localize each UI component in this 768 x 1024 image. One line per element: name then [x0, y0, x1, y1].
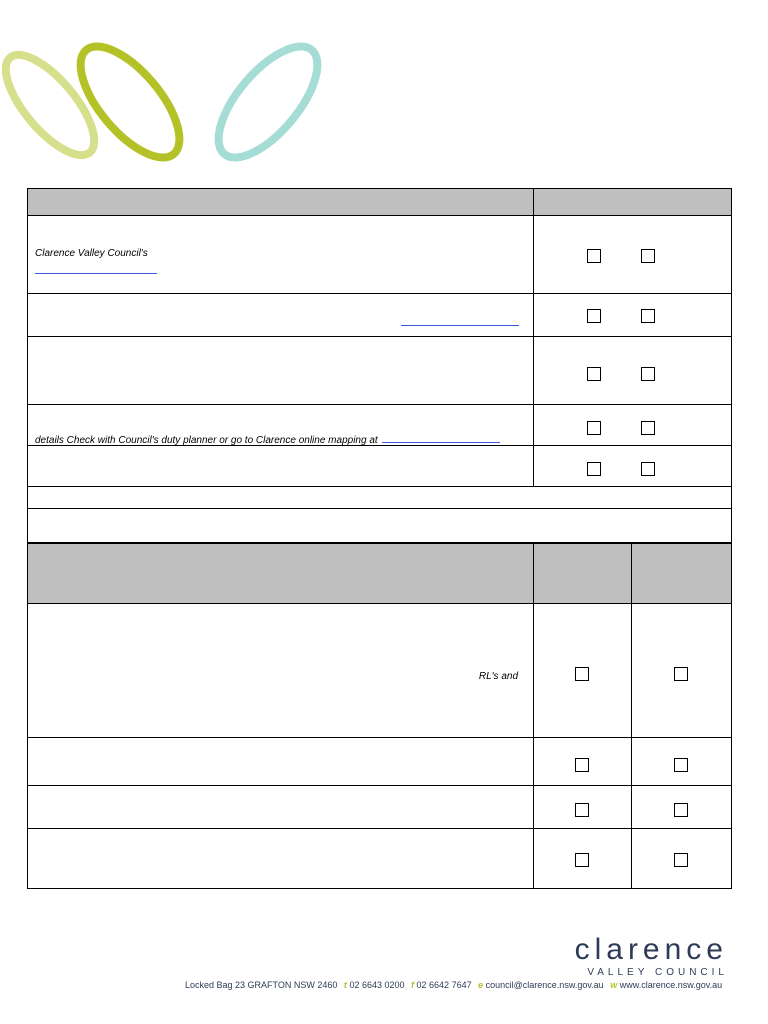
table2-row: [28, 738, 732, 786]
footer-contact-line: [185, 980, 730, 990]
table1-row: [28, 294, 732, 337]
phone-label: t: [343, 980, 347, 990]
table2-row: [28, 829, 732, 889]
yes-checkbox[interactable]: [587, 421, 601, 435]
col3-checkbox[interactable]: [674, 667, 688, 681]
row-checkbox-cell: [632, 786, 732, 829]
table1-full-row: [28, 509, 732, 543]
table2-row: [28, 786, 732, 829]
yes-checkbox[interactable]: [587, 249, 601, 263]
table2-header-col2: [534, 544, 632, 604]
row-text-cell: [28, 829, 534, 889]
yes-checkbox[interactable]: [587, 462, 601, 476]
row-checkbox-cell: [534, 337, 732, 405]
row4-link[interactable]: [382, 442, 500, 443]
col2-checkbox[interactable]: [575, 667, 589, 681]
row1-text: Clarence Valley Council's: [35, 248, 148, 259]
col2-checkbox[interactable]: [575, 803, 589, 817]
yes-checkbox[interactable]: [587, 309, 601, 323]
row-text-cell: [28, 405, 534, 446]
no-checkbox[interactable]: [641, 249, 655, 263]
row1-link[interactable]: [35, 273, 157, 274]
col3-checkbox[interactable]: [674, 758, 688, 772]
row-checkbox-cell: [534, 294, 732, 337]
no-checkbox[interactable]: [641, 421, 655, 435]
full-width-cell: [28, 487, 732, 509]
row-checkbox-cell: [534, 604, 632, 738]
table1-header-item: [28, 189, 534, 216]
col2-checkbox[interactable]: [575, 853, 589, 867]
table1-row: [28, 405, 732, 446]
row2-link[interactable]: [401, 325, 519, 326]
table1-row: [28, 446, 732, 487]
row-checkbox-cell: [534, 405, 732, 446]
no-checkbox[interactable]: [641, 462, 655, 476]
col3-checkbox[interactable]: [674, 853, 688, 867]
row-text-cell: [28, 738, 534, 786]
row-checkbox-cell: [534, 216, 732, 294]
footer-website[interactable]: www.clarence.nsw.gov.au: [619, 980, 723, 990]
table1-full-row: [28, 487, 732, 509]
row-checkbox-cell: [632, 604, 732, 738]
ring-teal: [201, 31, 334, 174]
table1-header-row: [28, 189, 732, 216]
no-checkbox[interactable]: [641, 367, 655, 381]
table2-header-row: [28, 544, 732, 604]
full-width-cell: [28, 509, 732, 543]
yes-checkbox[interactable]: [587, 367, 601, 381]
row-checkbox-cell: [534, 446, 732, 487]
email-label: e: [478, 980, 484, 990]
fax-label: f: [411, 980, 415, 990]
row4-text: details Check with Council's duty planner or go to Clarence online mapping at: [35, 435, 378, 446]
table1-row: [28, 337, 732, 405]
row-checkbox-cell: [534, 738, 632, 786]
checklist-table-2: [27, 543, 732, 889]
row-checkbox-cell: [534, 829, 632, 889]
row-text-cell: [28, 786, 534, 829]
council-logo-rings: [0, 30, 340, 180]
row-text-cell: [28, 337, 534, 405]
table1-header-answer: [534, 189, 732, 216]
footer-fax: 02 6642 7647: [416, 980, 472, 990]
checklist-table-1: [27, 188, 732, 543]
row-checkbox-cell: [632, 829, 732, 889]
table2-header-item: [28, 544, 534, 604]
table2-header-col3: [632, 544, 732, 604]
col2-checkbox[interactable]: [575, 758, 589, 772]
table2-row: [28, 604, 732, 738]
brand-name: clarence: [574, 933, 728, 966]
row-checkbox-cell: [632, 738, 732, 786]
row-rl-text: RL's and: [478, 671, 518, 682]
no-checkbox[interactable]: [641, 309, 655, 323]
footer-email[interactable]: council@clarence.nsw.gov.au: [485, 980, 604, 990]
row-text-cell: [28, 294, 534, 337]
table1-row: [28, 216, 732, 294]
footer-phone: 02 6643 0200: [349, 980, 405, 990]
footer-address: Locked Bag 23 GRAFTON NSW 2460: [185, 980, 338, 990]
col3-checkbox[interactable]: [674, 803, 688, 817]
row-text-cell: [28, 604, 534, 738]
council-brand-logo: [575, 935, 728, 978]
row-text-cell: [28, 446, 534, 487]
brand-subtitle: VALLEY COUNCIL: [587, 967, 728, 978]
row-checkbox-cell: [534, 786, 632, 829]
website-label: w: [610, 980, 618, 990]
row-text-cell: [28, 216, 534, 294]
